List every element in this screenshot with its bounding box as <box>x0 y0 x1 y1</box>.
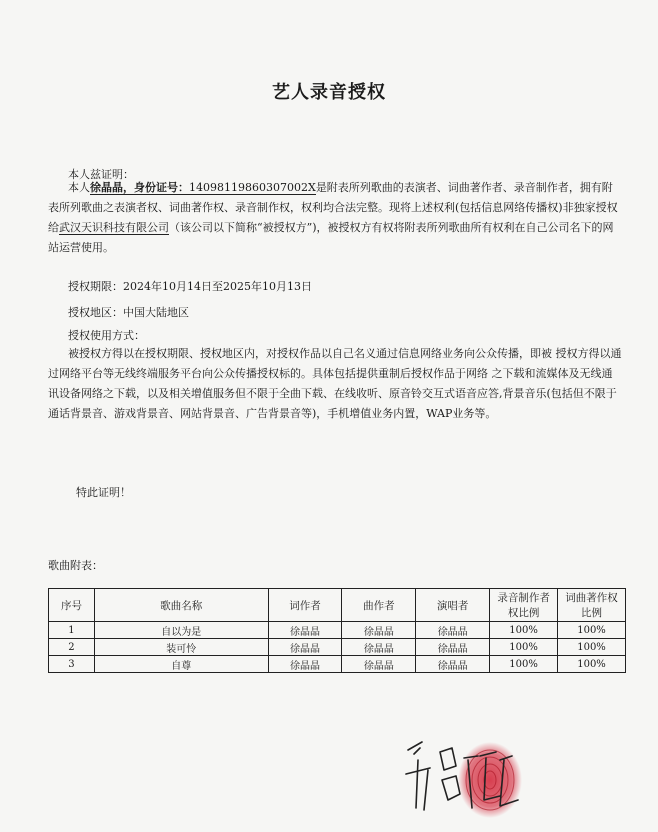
cell: 自以为是 <box>94 622 268 639</box>
p1-rest3: （该公司以下简称“被授权方”)，被授权方有权将附表所列歌曲所有权利在自己公司名下的网站运营使用。 <box>48 221 614 254</box>
intro-line: 本人兹证明： <box>68 168 134 181</box>
table-row <box>49 639 626 656</box>
document-title: 艺人录音授权 <box>272 82 386 103</box>
cell: 2 <box>49 639 95 656</box>
table-header-row <box>49 589 626 622</box>
p1-rest2: ，拥有附表所列歌曲之表演者权、词曲著作权、录音制作权，权利均合法完整。现将上述权利(包括信息网络传播权)非独家授权给 <box>48 181 618 234</box>
cell: 1 <box>49 622 95 639</box>
usage-text: 被授权方得以在授权期限、授权地区内，对授权作品以自己名义通过信息网络业务向公众传播，即被 授权方得以通过网络平台等无线终端服务平台向公众传播授权标的。具体包括提供重制后授权作品于网络 之下载和流媒体及无线通讯设备网络之下载，以及相关增值服务但不限于全曲下载、在线收听、原音铃交互式语音应答,背景音乐(包括但不限于通话背景音、游戏背景音、网站背景音、广告背景音等)，手机增值业务内置，WAP业务等。 <box>48 347 622 420</box>
id-number: 14098119860307002X <box>189 181 316 194</box>
cell: 徐晶晶 <box>342 656 416 673</box>
usage-label: 授权使用方式： <box>68 329 145 342</box>
cell: 装可怜 <box>94 639 268 656</box>
period-line: 授权期限：2024年10月14日至2025年10月13日 <box>68 280 312 293</box>
p1-prefix: 本人 <box>68 181 90 194</box>
header-composer: 曲作者 <box>342 589 416 622</box>
cell: 自尊 <box>94 656 268 673</box>
cell: 徐晶晶 <box>416 656 490 673</box>
cell: 100% <box>558 622 626 639</box>
songs-table <box>48 588 626 673</box>
artist-name: 徐晶晶， <box>90 181 134 194</box>
header-song-name: 歌曲名称 <box>94 589 268 622</box>
table-caption: 歌曲附表： <box>48 559 103 572</box>
cell: 100% <box>490 639 558 656</box>
cell: 徐晶晶 <box>342 622 416 639</box>
cell: 100% <box>558 656 626 673</box>
p1-rest1: 是附表所列歌曲的表演者、词曲著作者、录音制作者 <box>315 181 569 194</box>
region-line: 授权地区：中国大陆地区 <box>68 306 189 319</box>
cell: 100% <box>490 656 558 673</box>
table-row <box>49 622 626 639</box>
cell: 徐晶晶 <box>416 639 490 656</box>
header-index: 序号 <box>49 589 95 622</box>
paragraph-grant <box>48 178 623 258</box>
cell: 徐晶晶 <box>342 639 416 656</box>
cell: 徐晶晶 <box>268 656 342 673</box>
cell: 徐晶晶 <box>268 622 342 639</box>
company-name: 武汉天识科技有限公司 <box>59 221 169 234</box>
closing-line: 特此证明！ <box>76 486 131 499</box>
header-singer: 演唱者 <box>416 589 490 622</box>
cell: 徐晶晶 <box>416 622 490 639</box>
cell: 徐晶晶 <box>268 639 342 656</box>
header-recording-share: 录音制作者权比例 <box>490 589 558 622</box>
id-label: 身份证号： <box>134 181 189 194</box>
header-lyricist: 词作者 <box>268 589 342 622</box>
table-row <box>49 656 626 673</box>
cell: 3 <box>49 656 95 673</box>
cell: 100% <box>490 622 558 639</box>
header-copyright-share: 词曲著作权比例 <box>558 589 626 622</box>
cell: 100% <box>558 639 626 656</box>
signature-with-fingerprint <box>400 730 530 825</box>
